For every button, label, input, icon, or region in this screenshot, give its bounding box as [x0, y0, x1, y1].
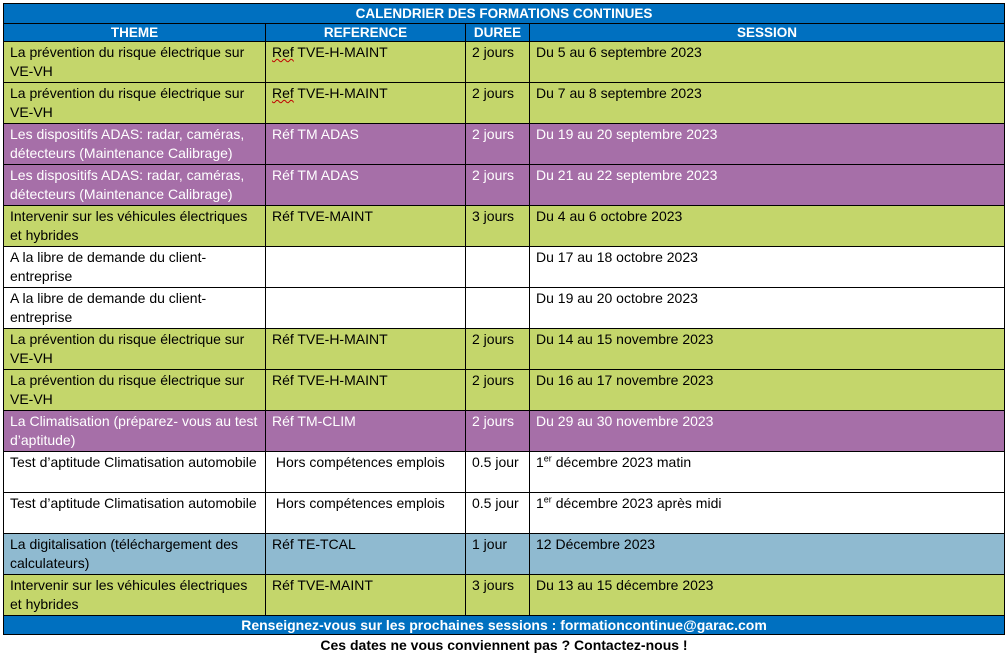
cell-theme[interactable]: La prévention du risque électrique sur VE-VH	[4, 83, 266, 124]
cell-session[interactable]: Du 21 au 22 septembre 2023	[530, 165, 1005, 206]
session-text: décembre 2023 après midi	[551, 495, 722, 511]
reference-code: TVE-H-MAINT	[293, 44, 388, 60]
reference-code: Hors compétences emplois	[272, 454, 445, 470]
cell-theme[interactable]: A la libre de demande du client-entreprise	[4, 247, 266, 288]
session-ordinal: er	[543, 453, 552, 464]
cell-session[interactable]: Du 19 au 20 septembre 2023	[530, 124, 1005, 165]
footer-contact[interactable]: Renseignez-vous sur les prochaines sessions : formationcontinue@garac.com	[4, 616, 1005, 635]
cell-duree[interactable]: 0.5 jour	[466, 493, 530, 534]
reference-code: Réf TM ADAS	[272, 126, 359, 142]
cell-reference[interactable]	[266, 288, 466, 329]
cell-session[interactable]: Du 7 au 8 septembre 2023	[530, 83, 1005, 124]
cell-reference[interactable]	[266, 370, 466, 411]
cell-reference[interactable]	[266, 575, 466, 616]
contact-note: Ces dates ne vous conviennent pas ? Contactez-nous !	[320, 637, 688, 653]
header-duree[interactable]: DUREE	[466, 24, 530, 42]
table-row	[4, 247, 1005, 288]
cell-session[interactable]: 12 Décembre 2023	[530, 534, 1005, 575]
footer-row	[4, 616, 1005, 635]
cell-reference[interactable]	[266, 534, 466, 575]
cell-duree[interactable]	[466, 288, 530, 329]
training-calendar-table	[3, 3, 1005, 635]
table-row	[4, 124, 1005, 165]
cell-duree[interactable]: 2 jours	[466, 165, 530, 206]
cell-duree[interactable]: 2 jours	[466, 329, 530, 370]
spreadsheet-area	[3, 3, 1005, 655]
cell-theme[interactable]: Les dispositifs ADAS: radar, caméras, détecteurs (Maintenance Calibrage)	[4, 165, 266, 206]
cell-session[interactable]: Du 4 au 6 octobre 2023	[530, 206, 1005, 247]
header-reference[interactable]: REFERENCE	[266, 24, 466, 42]
cell-duree[interactable]: 3 jours	[466, 206, 530, 247]
cell-theme[interactable]: Test d’aptitude Climatisation automobile	[4, 452, 266, 493]
reference-code: Réf TM-CLIM	[272, 413, 356, 429]
table-row	[4, 206, 1005, 247]
cell-theme[interactable]: La digitalisation (téléchargement des calculateurs)	[4, 534, 266, 575]
cell-duree[interactable]: 3 jours	[466, 575, 530, 616]
cell-theme[interactable]: A la libre de demande du client-entreprise	[4, 288, 266, 329]
cell-reference[interactable]	[266, 452, 466, 493]
table-row	[4, 575, 1005, 616]
table-row	[4, 42, 1005, 83]
table-row	[4, 534, 1005, 575]
cell-duree[interactable]: 2 jours	[466, 370, 530, 411]
cell-duree[interactable]: 2 jours	[466, 124, 530, 165]
cell-reference[interactable]	[266, 83, 466, 124]
cell-duree[interactable]: 0.5 jour	[466, 452, 530, 493]
cell-session[interactable]: Du 29 au 30 novembre 2023	[530, 411, 1005, 452]
table-row	[4, 411, 1005, 452]
reference-code: Réf TVE-H-MAINT	[272, 372, 388, 388]
session-day: 1	[536, 454, 544, 470]
table-row	[4, 329, 1005, 370]
cell-session[interactable]	[530, 493, 1005, 534]
reference-prefix: Ref	[272, 85, 294, 101]
reference-code: Réf TVE-H-MAINT	[272, 331, 388, 347]
cell-reference[interactable]	[266, 42, 466, 83]
table-row	[4, 493, 1005, 534]
cell-theme[interactable]: La prévention du risque électrique sur VE-VH	[4, 42, 266, 83]
cell-duree[interactable]: 1 jour	[466, 534, 530, 575]
session-text: décembre 2023 matin	[551, 454, 692, 470]
cell-session[interactable]	[530, 452, 1005, 493]
calendar-title[interactable]: CALENDRIER DES FORMATIONS CONTINUES	[4, 4, 1005, 24]
cell-duree[interactable]: 2 jours	[466, 411, 530, 452]
table-row	[4, 370, 1005, 411]
cell-session[interactable]: Du 17 au 18 octobre 2023	[530, 247, 1005, 288]
reference-code: Réf TVE-MAINT	[272, 208, 373, 224]
cell-session[interactable]: Du 13 au 15 décembre 2023	[530, 575, 1005, 616]
cell-reference[interactable]	[266, 411, 466, 452]
reference-code: Hors compétences emplois	[272, 495, 445, 511]
session-ordinal: er	[543, 494, 552, 505]
table-row	[4, 452, 1005, 493]
cell-session[interactable]: Du 16 au 17 novembre 2023	[530, 370, 1005, 411]
cell-reference[interactable]	[266, 165, 466, 206]
cell-reference[interactable]	[266, 124, 466, 165]
cell-theme[interactable]: Intervenir sur les véhicules électriques et hybrides	[4, 575, 266, 616]
cell-reference[interactable]	[266, 206, 466, 247]
header-theme[interactable]: THEME	[4, 24, 266, 42]
cell-theme[interactable]: Test d’aptitude Climatisation automobile	[4, 493, 266, 534]
cell-reference[interactable]	[266, 329, 466, 370]
reference-code: Réf TM ADAS	[272, 167, 359, 183]
cell-theme[interactable]: Intervenir sur les véhicules électriques et hybrides	[4, 206, 266, 247]
reference-prefix: Ref	[272, 44, 294, 60]
cell-session[interactable]: Du 14 au 15 novembre 2023	[530, 329, 1005, 370]
reference-code: Réf TVE-MAINT	[272, 577, 373, 593]
cell-theme[interactable]: La prévention du risque électrique sur VE-VH	[4, 370, 266, 411]
cell-reference[interactable]	[266, 247, 466, 288]
header-session[interactable]: SESSION	[530, 24, 1005, 42]
cell-session[interactable]: Du 5 au 6 septembre 2023	[530, 42, 1005, 83]
cell-theme[interactable]: La Climatisation (préparez- vous au test d’aptitude)	[4, 411, 266, 452]
table-row	[4, 83, 1005, 124]
table-row	[4, 165, 1005, 206]
cell-reference[interactable]	[266, 493, 466, 534]
session-day: 1	[536, 495, 544, 511]
cell-duree[interactable]	[466, 247, 530, 288]
reference-code: TVE-H-MAINT	[293, 85, 388, 101]
table-row	[4, 288, 1005, 329]
cell-duree[interactable]: 2 jours	[466, 83, 530, 124]
cell-theme[interactable]: La prévention du risque électrique sur VE-VH	[4, 329, 266, 370]
cell-theme[interactable]: Les dispositifs ADAS: radar, caméras, détecteurs (Maintenance Calibrage)	[4, 124, 266, 165]
cell-session[interactable]: Du 19 au 20 octobre 2023	[530, 288, 1005, 329]
reference-code: Réf TE-TCAL	[272, 536, 356, 552]
cell-duree[interactable]: 2 jours	[466, 42, 530, 83]
